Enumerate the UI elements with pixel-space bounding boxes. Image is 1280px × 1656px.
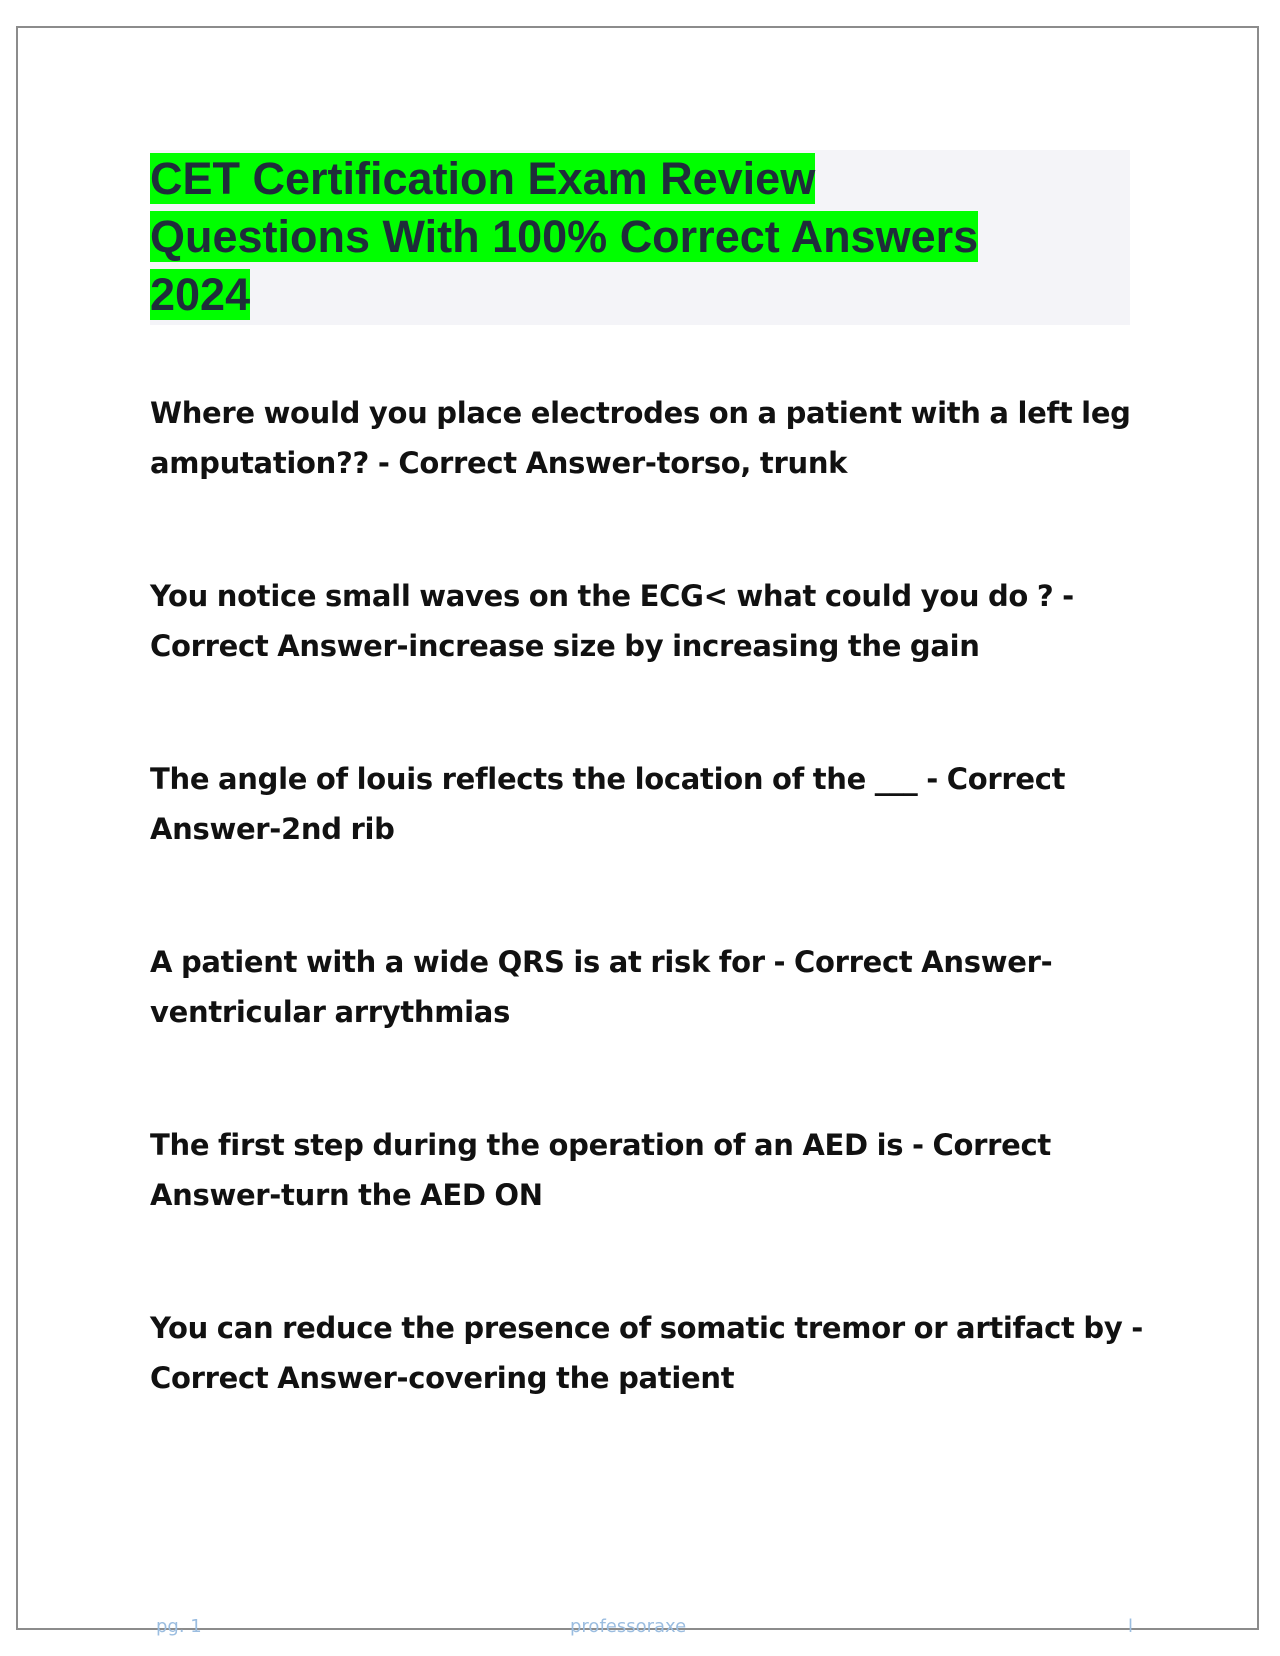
qa-list (150, 388, 1150, 1486)
qa-item (150, 1120, 1150, 1303)
qa-line: Answer-2nd rib (150, 812, 395, 846)
qa-line: The angle of louis reflects the location of the ___ - Correct (150, 762, 1066, 796)
footer-page-number: pg. 1 (156, 1616, 202, 1637)
qa-line: The first step during the operation of an AED is - Correct (150, 1128, 1051, 1162)
qa-item (150, 754, 1150, 937)
qa-line: A patient with a wide QRS is at risk for - Correct Answer- (150, 945, 1053, 979)
qa-item (150, 937, 1150, 1120)
title-line-1: CET Certification Exam Review (150, 153, 816, 204)
qa-line: Correct Answer-covering the patient (150, 1361, 735, 1395)
qa-line: amputation?? - Correct Answer-torso, trunk (150, 446, 848, 480)
qa-item (150, 571, 1150, 754)
footer-right-mark: l (1128, 1616, 1134, 1637)
title-block (150, 150, 1130, 325)
document-title (150, 150, 1130, 324)
footer-author: professoraxe (570, 1616, 687, 1637)
title-line-2: Questions With 100% Correct Answers (150, 211, 979, 262)
qa-line: Answer-turn the AED ON (150, 1178, 543, 1212)
title-line-3: 2024 (150, 269, 251, 320)
qa-item (150, 1303, 1150, 1486)
qa-line: ventricular arrythmias (150, 995, 511, 1029)
qa-line: You can reduce the presence of somatic tremor or artifact by - (150, 1311, 1143, 1345)
qa-line: Correct Answer-increase size by increasing the gain (150, 629, 980, 663)
qa-item (150, 388, 1150, 571)
qa-line: Where would you place electrodes on a patient with a left leg (150, 396, 1131, 430)
qa-line: You notice small waves on the ECG< what could you do ? - (150, 579, 1074, 613)
